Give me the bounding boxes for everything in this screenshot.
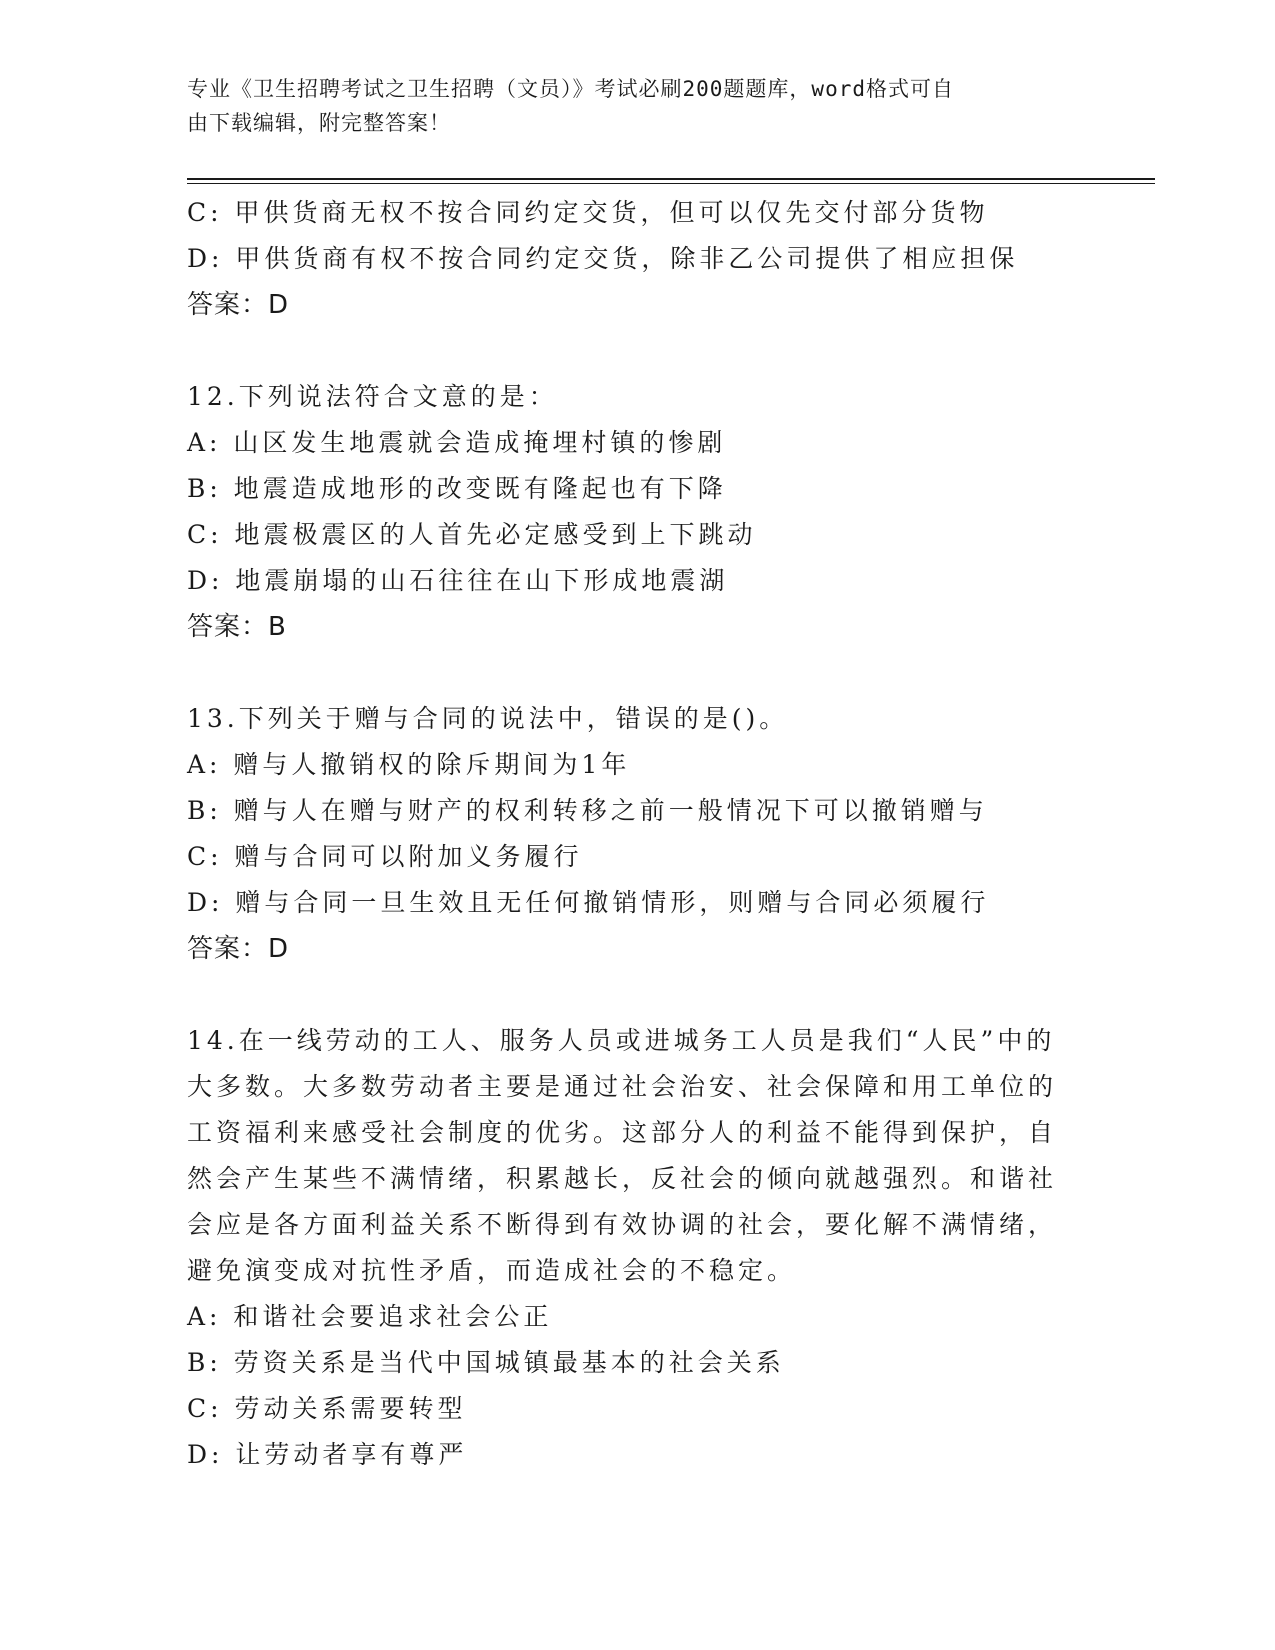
spacer bbox=[187, 650, 1087, 696]
question-14-option-a: A: 和谐社会要追求社会公正 bbox=[187, 1302, 553, 1331]
question-13-option-b: B: 赠与人在赠与财产的权利转移之前一般情况下可以撤销赠与 bbox=[187, 796, 988, 825]
question-12-option-d: D: 地震崩塌的山石往往在山下形成地震湖 bbox=[187, 566, 729, 595]
question-14-stem-line: 工资福利来感受社会制度的优劣。这部分人的利益不能得到保护，自 bbox=[187, 1118, 1058, 1147]
header-divider-thick bbox=[187, 178, 1155, 180]
question-12-option-b: B: 地震造成地形的改变既有隆起也有下降 bbox=[187, 474, 727, 503]
option-d: D: 甲供货商有权不按合同约定交货，除非乙公司提供了相应担保 bbox=[187, 244, 1019, 273]
spacer bbox=[187, 972, 1087, 1018]
option-c: C: 甲供货商无权不按合同约定交货，但可以仅先交付部分货物 bbox=[187, 198, 989, 227]
question-12-option-c: C: 地震极震区的人首先必定感受到上下跳动 bbox=[187, 520, 757, 549]
question-14-option-c: C: 劳动关系需要转型 bbox=[187, 1394, 467, 1423]
question-12-answer: 答案：B bbox=[187, 612, 287, 642]
answer-line: 答案：D bbox=[187, 290, 290, 320]
question-13-answer: 答案：D bbox=[187, 934, 290, 964]
header-title-line-1: 专业《卫生招聘考试之卫生招聘（文员）》考试必刷200题题库，word格式可自 bbox=[187, 77, 954, 101]
document-header bbox=[187, 72, 1077, 140]
spacer bbox=[187, 328, 1087, 374]
header-title-line-2: 由下载编辑，附完整答案！ bbox=[187, 111, 451, 135]
question-14-stem-line: 然会产生某些不满情绪，积累越长，反社会的倾向就越强烈。和谐社 bbox=[187, 1164, 1058, 1193]
question-14-stem-line: 大多数。大多数劳动者主要是通过社会治安、社会保障和用工单位的 bbox=[187, 1072, 1058, 1101]
question-13-option-c: C: 赠与合同可以附加义务履行 bbox=[187, 842, 583, 871]
question-14-option-d: D: 让劳动者享有尊严 bbox=[187, 1440, 468, 1469]
header-divider-thin bbox=[187, 183, 1155, 184]
question-12-stem: 12.下列说法符合文意的是： bbox=[187, 382, 558, 411]
question-14-stem-line: 14.在一线劳动的工人、服务人员或进城务工人员是我们“人民”中的 bbox=[187, 1026, 1056, 1055]
question-14-stem-line: 会应是各方面利益关系不断得到有效协调的社会，要化解不满情绪， bbox=[187, 1210, 1058, 1239]
question-12-option-a: A: 山区发生地震就会造成掩埋村镇的惨剧 bbox=[187, 428, 727, 457]
question-13-option-d: D: 赠与合同一旦生效且无任何撤销情形，则赠与合同必须履行 bbox=[187, 888, 990, 917]
question-13-stem: 13.下列关于赠与合同的说法中，错误的是()。 bbox=[187, 704, 789, 733]
question-14-option-b: B: 劳资关系是当代中国城镇最基本的社会关系 bbox=[187, 1348, 785, 1377]
question-content bbox=[187, 190, 1087, 1478]
question-14-stem-line: 避免演变成对抗性矛盾，而造成社会的不稳定。 bbox=[187, 1256, 797, 1285]
question-13-option-a: A: 赠与人撤销权的除斥期间为1年 bbox=[187, 750, 631, 779]
